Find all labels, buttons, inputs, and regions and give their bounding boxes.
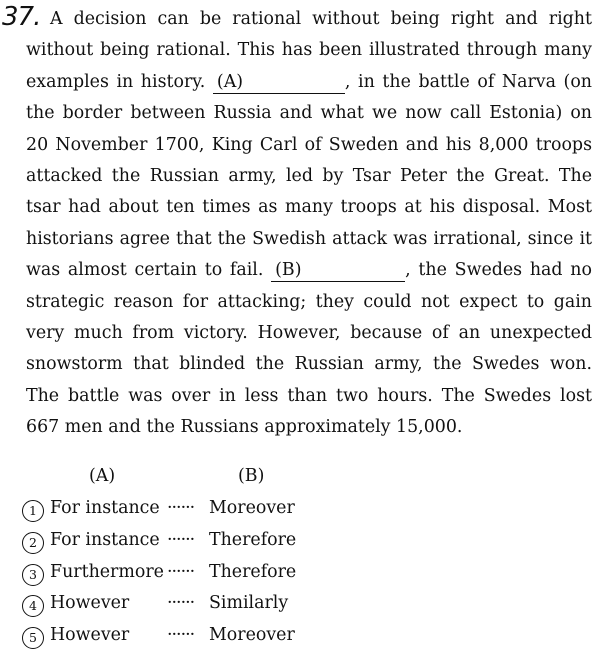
option-dots: ······ bbox=[167, 498, 195, 518]
passage-line bbox=[26, 67, 592, 98]
option-number-circle: 1 bbox=[22, 500, 44, 522]
option-header-a: (A) bbox=[89, 466, 116, 486]
option-a-text: For instance bbox=[50, 498, 160, 518]
option-b-text: Similarly bbox=[209, 593, 289, 614]
option-number-circle: 5 bbox=[22, 627, 44, 649]
passage-text: was almost certain to fail. bbox=[26, 260, 272, 281]
passage bbox=[26, 4, 592, 443]
option-dots: ······ bbox=[167, 625, 195, 646]
passage-text: , the Swedes had no bbox=[405, 260, 592, 281]
passage-line: the border between Russia and what we now call Estonia) on bbox=[26, 103, 592, 124]
option-a-text: However bbox=[50, 593, 130, 614]
passage-line: snowstorm that blinded the Russian army, the Swedes won. bbox=[26, 354, 592, 375]
passage-line: 20 November 1700, King Carl of Sweden and his 8,000 troops bbox=[26, 134, 592, 155]
option-b-text: Moreover bbox=[209, 498, 295, 518]
passage-line: historians agree that the Swedish attack was irrational, since it bbox=[26, 228, 592, 249]
passage-line: very much from victory. However, because of an unexpected bbox=[26, 322, 592, 343]
option-number-circle: 3 bbox=[22, 564, 44, 586]
blank-a: (A) bbox=[213, 71, 345, 94]
passage-line: 667 men and the Russians approximately 15,000. bbox=[26, 417, 463, 438]
option-b-text: Therefore bbox=[209, 529, 297, 550]
option-b-text: Therefore bbox=[209, 561, 297, 582]
passage-text: examples in history. bbox=[26, 71, 213, 92]
passage-line: strategic reason for attacking; they could not expect to gain bbox=[26, 291, 592, 312]
option-dots: ······ bbox=[167, 529, 195, 550]
question-number: 37. bbox=[2, 2, 41, 32]
passage-line: attacked the Russian army, led by Tsar Peter the Great. The bbox=[26, 165, 592, 186]
option-a-text: For instance bbox=[50, 529, 160, 550]
option-number-circle: 2 bbox=[22, 532, 44, 554]
option-b-text: Moreover bbox=[209, 625, 295, 646]
passage-line: without being rational. This has been illustrated through many bbox=[26, 40, 592, 61]
option-a-text: Furthermore bbox=[50, 561, 164, 582]
passage-line bbox=[26, 255, 592, 286]
option-dots: ······ bbox=[167, 561, 195, 582]
passage-text: , in the battle of Narva (on bbox=[344, 71, 592, 92]
passage-line: A decision can be rational without being right and right bbox=[50, 9, 592, 29]
option-a-text: However bbox=[50, 625, 130, 646]
blank-b: (B) bbox=[271, 259, 405, 282]
passage-line: tsar had about ten times as many troops at his disposal. Most bbox=[26, 197, 592, 218]
option-number-circle: 4 bbox=[22, 595, 44, 617]
option-dots: ······ bbox=[167, 593, 195, 614]
option-header-b: (B) bbox=[238, 466, 265, 486]
passage-line: The battle was over in less than two hours. The Swedes lost bbox=[26, 385, 592, 406]
